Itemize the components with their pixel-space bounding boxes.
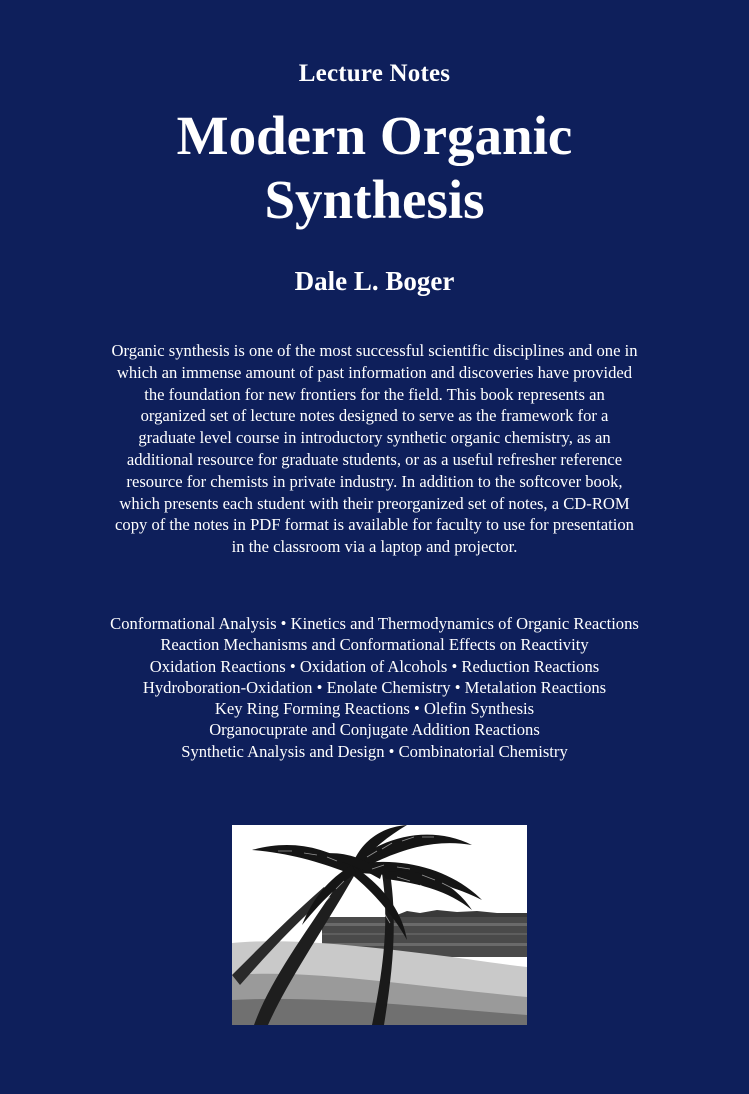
description-line: copy of the notes in PDF format is available for faculty to use for presentation (115, 515, 634, 535)
description-line: additional resource for graduate students, or as a useful refresher reference (126, 449, 623, 469)
palm-beach-illustration (232, 825, 527, 1025)
description-paragraph (60, 340, 689, 558)
description-line: the foundation for new frontiers for the field. This book represents an (144, 384, 605, 404)
series-label: Lecture Notes (298, 60, 451, 87)
topics-line: Organocuprate and Conjugate Addition Reactions (209, 720, 540, 740)
book-title-line-1: Modern Organic (176, 105, 573, 166)
description-line: resource for chemists in private industry. In addition to the softcover book, (126, 471, 623, 491)
topics-line: Conformational Analysis • Kinetics and Thermodynamics of Organic Reactions (110, 614, 639, 633)
book-title-line-2: Synthesis (264, 169, 485, 230)
description-line: graduate level course in introductory synthetic organic chemistry, as an (138, 428, 611, 448)
description-line: Organic synthesis is one of the most successful scientific disciplines and one in (111, 341, 638, 360)
topics-line: Reaction Mechanisms and Conformational Effects on Reactivity (160, 635, 589, 655)
description-line: which an immense amount of past information and discoveries have provided (116, 362, 633, 382)
topics-line: Hydroboration-Oxidation • Enolate Chemistry • Metalation Reactions (142, 677, 607, 697)
topics-line: Key Ring Forming Reactions • Olefin Synthesis (214, 699, 535, 719)
topics-line: Synthetic Analysis and Design • Combinatorial Chemistry (181, 741, 568, 761)
topics-list (0, 613, 749, 762)
author-name: Dale L. Boger (294, 266, 455, 296)
topics-line: Oxidation Reactions • Oxidation of Alcohols • Reduction Reactions (149, 656, 600, 676)
description-line: which presents each student with their preorganized set of notes, a CD-ROM (119, 493, 630, 513)
description-line: in the classroom via a laptop and projector. (231, 537, 518, 557)
description-line: organized set of lecture notes designed to serve as the framework for a (140, 406, 609, 426)
book-title (0, 104, 749, 232)
